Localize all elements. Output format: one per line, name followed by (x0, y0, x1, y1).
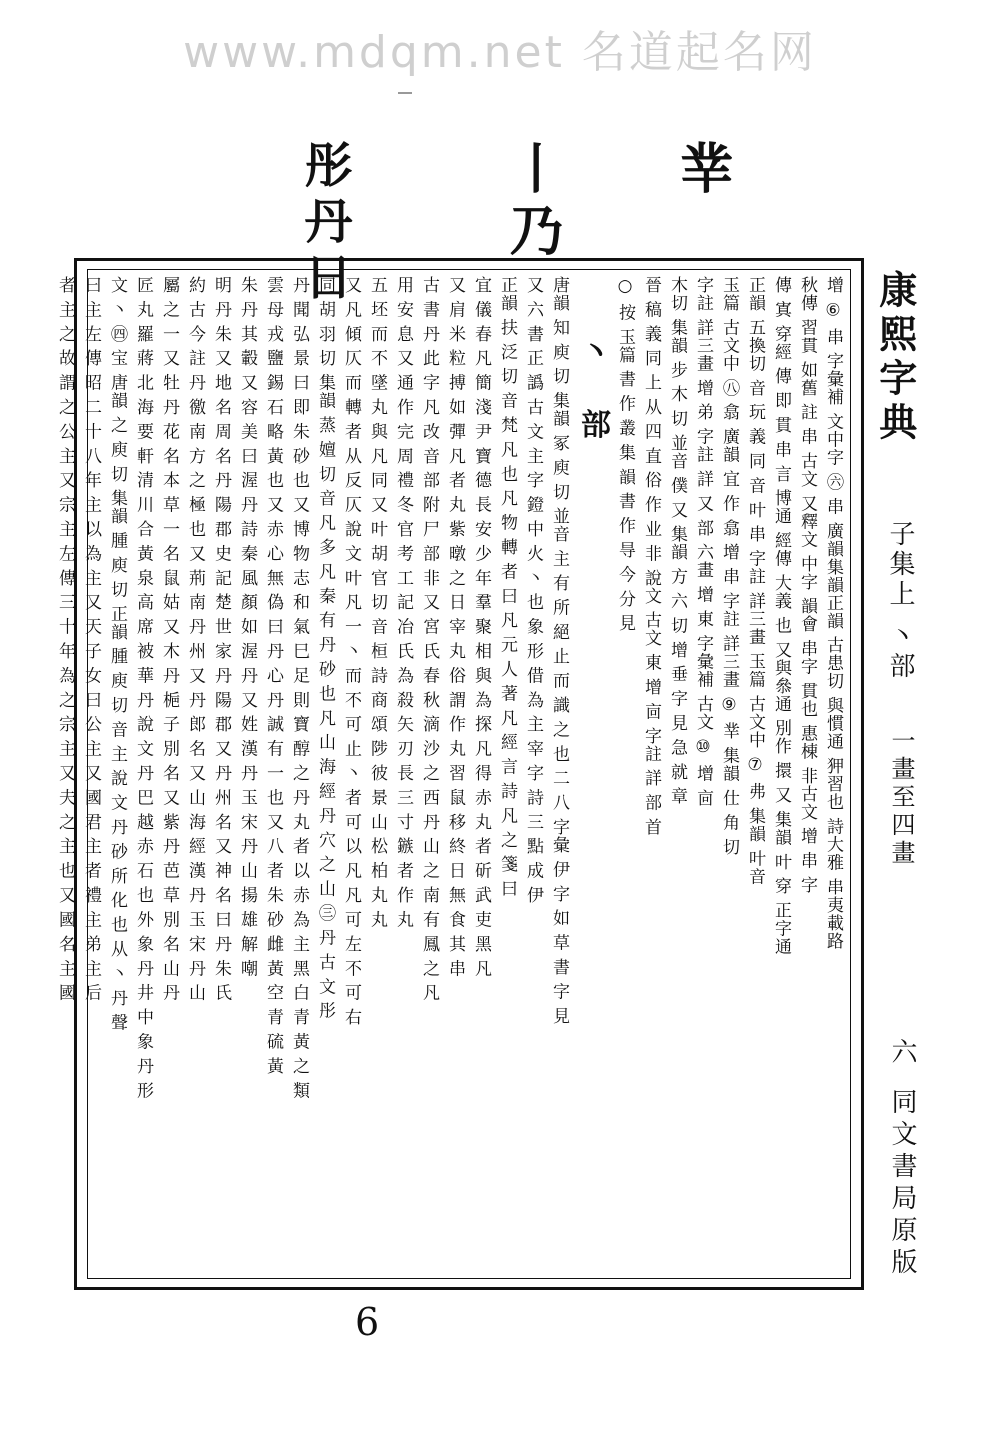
book-title: 康熙字典 (872, 270, 918, 446)
text-column: 雲 母 戎 鹽 錫 石 略 黃 也 又 赤 心 無 偽 曰 丹 心 丹 誠 有 一 也 又 八 者 朱 砂 雌 黃 空 青 硫 黃 (263, 276, 283, 1075)
text-column: 秋傳 習貫 如舊 註 串 古文 又釋文 中字 韻會 串字 貫也 惠棟 非古文 增 串 字 (797, 276, 817, 895)
text-column: 朱 丹 其 轂 又 容 美 曰 渥 丹 詩 秦 風 顏 如 渥 丹 又 姓 漢 丹 玉 宋 丹 山 揚 雄 解 嘲 (237, 276, 257, 978)
watermark: www.mdqm.net 名道起名网 (183, 27, 817, 78)
volume-name: 子集上 (885, 520, 915, 610)
text-column: 木切 集韻 步 木 切 並音 僕 又 集韻 方 六 切 增 垂 字 見 急 就 章 (667, 276, 687, 806)
publisher: 同文書局原版 (887, 1088, 917, 1280)
seal-glyph-2: 丨乃 (501, 140, 565, 264)
stroke-range: 一畫至四畫 (887, 728, 915, 868)
text-column: 文 丶 ㊃ 宝 唐韻 之 庾 切 集韻 腫 庾 切 正韻 腫 庾 切 音 主 說 文 丹 砂 所 化 也 从 丶 丹 聲 (107, 276, 127, 1032)
text-column: 丶 部 (575, 336, 610, 455)
decorative-dash (398, 92, 412, 94)
seal-glyph-1: 丵 (671, 140, 735, 202)
text-column: 丹 聞 弘 景 曰 即 朱 砂 也 又 博 物 志 和 氣 巳 足 則 寶 醇 之 丹 丸 者 以 赤 為 主 黑 白 青 黃 之 類 (289, 276, 309, 1100)
text-column: 玉篇 古文中 ㊇ 翕 廣韻 宜 作 翕 增 串 字註 詳三畫 ⑨ 丵 集韻 仕 角 切 (719, 276, 739, 856)
text-column: 傳 寘 穿經 傳 即 貫 串 言 博通 經傳 大義 也 又與叅通 別作 擐 又 集韻 叶 穿 正字通 (771, 276, 791, 956)
text-column: 唐韻 知 庾 切 集韻 冢 庾 切 並音 主 有 所 絕 止 而 識 之 也 二 八 字彙 伊 字 如 草 書 字 見 (549, 276, 569, 1025)
dictionary-columns (55, 269, 851, 1279)
text-column: 者 主 之 故 謂 之 公 主 又 宗 主 左 傳 三 十 年 為 之 宗 主 又 夫 之 主 也 又 國 名 主 國 (55, 276, 75, 1002)
text-column: 又 凡 傾 仄 而 轉 者 从 反 仄 說 文 叶 凡 一 丶 而 不 可 止 丶 者 可 以 凡 凡 可 左 不 可 右 (341, 276, 361, 1027)
text-column: 屬 之 一 又 牡 丹 花 名 本 草 一 名 鼠 姑 又 木 丹 梔 子 別 名 又 紫 丹 芭 草 別 名 山 丹 (159, 276, 179, 1002)
text-column: 匠 丸 羅 蔣 北 海 要 軒 清 川 合 黃 泉 高 席 被 華 丹 說 文 丹 巴 越 赤 石 也 外 象 丹 井 中 象 丹 形 (133, 276, 153, 1100)
text-column: 宜 儀 春 凡 簡 淺 尹 寶 德 長 安 少 年 羣 聚 相 與 為 探 凡 得 赤 丸 者 斫 武 吏 黑 凡 (471, 276, 491, 978)
text-column: ○ 按 玉篇 書 作 叢 集 韻 書 作 㝵 今 分 見 (615, 276, 635, 633)
dictionary-page-frame (55, 258, 864, 1290)
running-head (870, 258, 930, 1290)
leaf-number: 六 (887, 1038, 917, 1064)
text-column: 正韻 扶 泛 切 音 梵 凡 也 凡 物 轉 者 曰 凡 元 人 著 凡 經 言 詩 凡 之 箋 曰 (497, 276, 517, 898)
text-column: 晉 稿 義 同 上 从 四 直 俗 作 业 非 說文 古文 東 增 㐭 字註 詳 部 首 (641, 276, 661, 837)
text-column: 字註 詳三畫 增 弟 字註 詳 又 部 六畫 增 東 字彙補 古文 ⑩ 增 㐭 (693, 276, 713, 808)
text-column: 增 ⑥ 串 字彙補 文中字 ㊅ 串 廣韻集韻正韻 古患切 與慣通 狎習也 詩大雅 串夷載路 (823, 276, 843, 950)
text-column: 又 六 書 正 譌 古 文 主 字 鐙 中 火 丶 也 象 形 借 為 主 宰 字 詩 三 點 成 伊 (523, 276, 543, 905)
text-column: 同 胡 羽 切 集韻 蒸 嬗 切 音 凡 多 凡 秦 有 丹 砂 也 凡 山 海 經 丹 穴 之 山 ㊂ 丹 古 文 彤 (315, 276, 335, 1020)
text-column: 又 肩 米 粒 搏 如 彈 凡 者 丸 紫 暾 之 日 宰 丸 俗 謂 作 丸 習 鼠 移 終 日 無 食 其 串 (445, 276, 465, 978)
seal-glyph-3: 彤丹日 (296, 140, 352, 308)
volume-label (882, 520, 919, 682)
radical-label: 丶部 (885, 622, 915, 683)
text-column: 五 坯 而 不 墜 丸 與 凡 同 又 叶 胡 官 切 音 桓 詩 商 頌 陟 彼 景 山 松 柏 丸 丸 (367, 276, 387, 929)
text-column: 正韻 五換切 音 玩 義 同 音 叶 串 字註 詳三畫 玉篇 古文中 ⑦ 弗 集韻 叶音 (745, 276, 765, 886)
text-column: 曰 主 左 傳 昭 二 十 八 年 主 以 為 主 又 天 子 女 曰 公 主 又 國 君 主 者 禮 主 弟 主 后 (81, 276, 101, 1002)
text-column: 用 安 息 又 通 作 完 周 禮 冬 官 考 工 記 冶 氏 為 殺 矢 刃 長 三 寸 鏃 者 作 丸 (393, 276, 413, 929)
text-column: 約 古 今 註 丹 徼 南 方 之 極 也 又 荊 南 丹 州 又 丹 郎 名 又 山 海 經 漢 丹 玉 宋 丹 山 (185, 276, 205, 1002)
text-column: 明 丹 朱 又 地 名 周 名 丹 陽 郡 史 記 楚 世 家 丹 陽 郡 又 丹 州 名 又 神 名 曰 丹 朱 氏 (211, 276, 231, 1002)
text-column: 古 書 丹 此 字 凡 改 音 部 附 尸 部 非 又 宮 氏 春 秋 滴 沙 之 西 丹 山 之 南 有 鳳 之 凡 (419, 276, 439, 1002)
page-number: 6 (355, 1300, 380, 1344)
